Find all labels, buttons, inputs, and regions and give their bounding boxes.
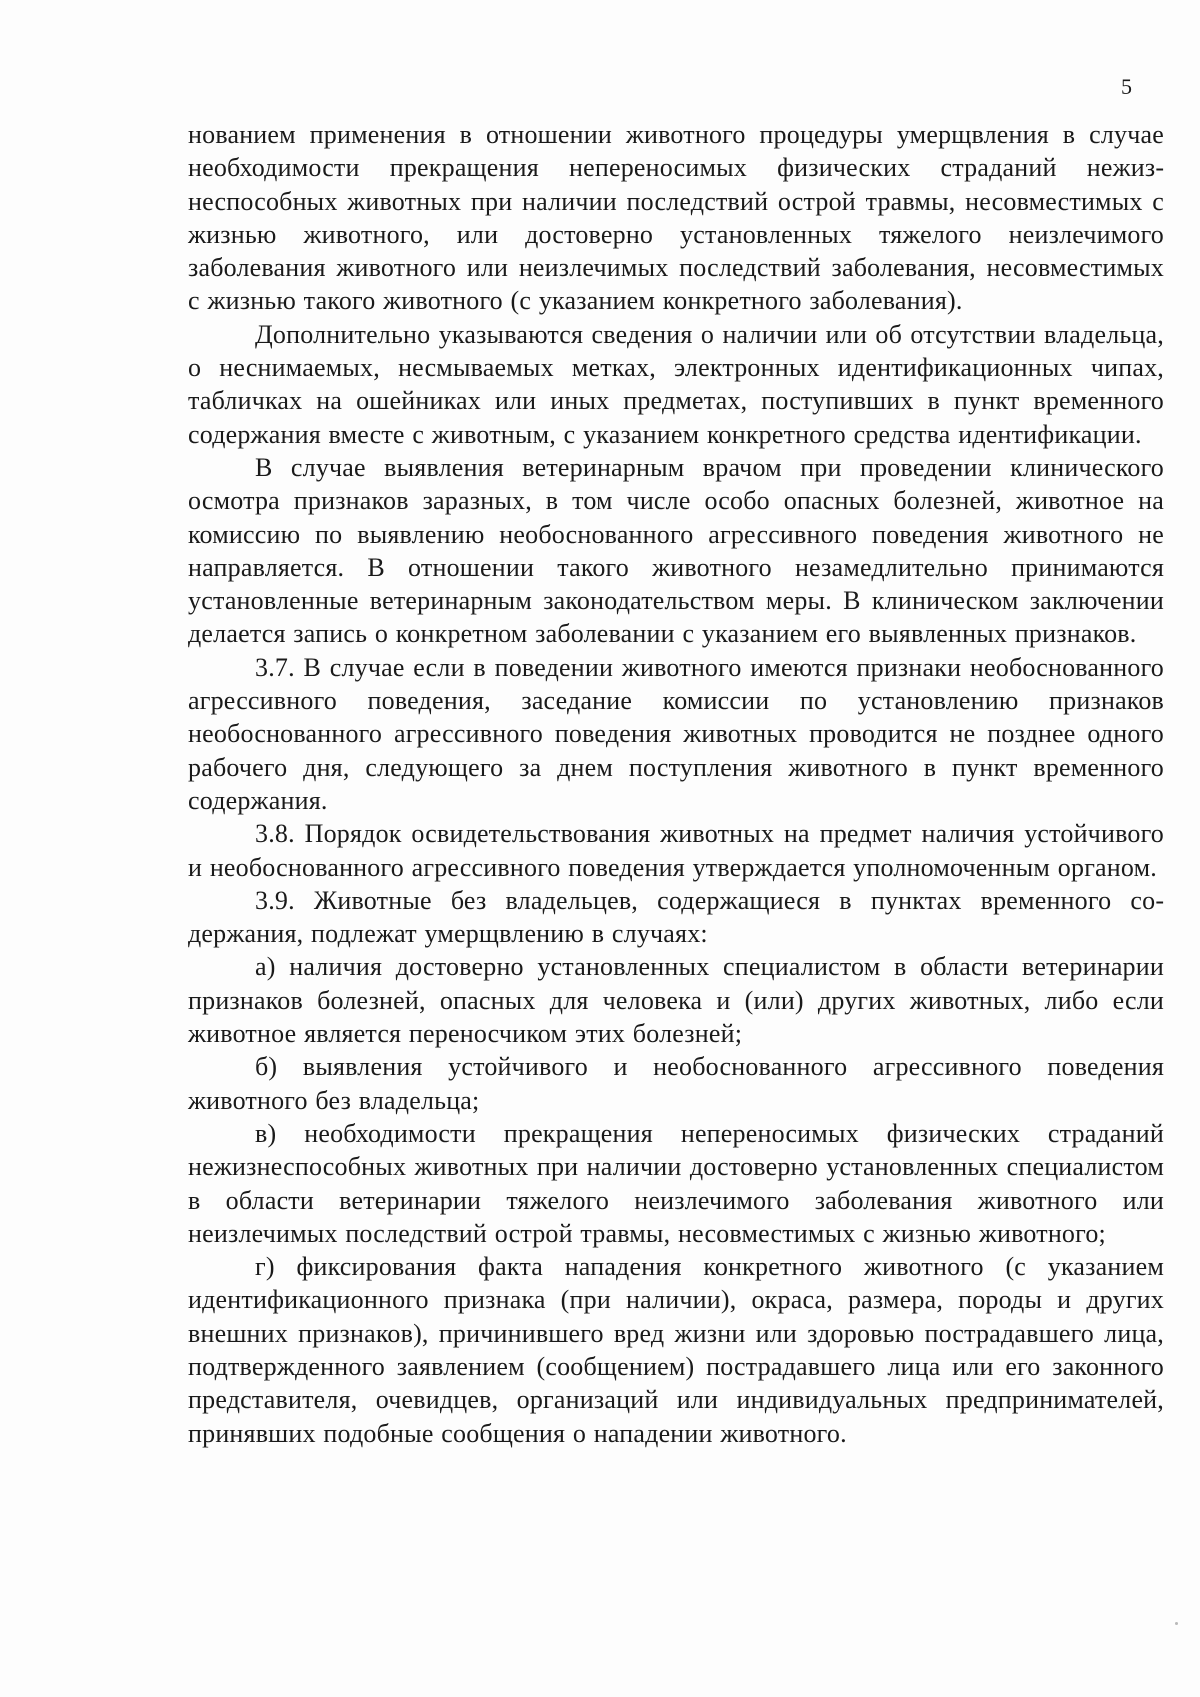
paragraph-clause-3-9: 3.9. Животные без владельцев, содержащиеся в пунктах временного содержания, подлежат умерщвлению в случаях: xyxy=(188,885,1164,949)
paragraph-owner-identification-info: Дополнительно указываются сведения о наличии или об отсутствии владельца, о неснимаемых, несмываемых метках, электронных идентификационных чипах, табличках на ошейниках или иных предметах, поступивших в пункт временного содержания вместе с животным, с указанием конкретного средства идентификации. xyxy=(188,319,1164,449)
paragraph-clause-3-9-a: а) наличия достоверно установленных специалистом в области ветеринарии признаков болезней, опасных для человека и (или) других животных, либо если животное является переносчиком этих болезней; xyxy=(188,952,1164,1049)
paragraph-clause-3-7: 3.7. В случае если в поведении животного имеются признаки необоснованного агрессивного поведения, заседание комиссии по установлению признаков необоснованного агрессивного поведения животных проводится не позднее одного рабочего дня, следующего за днем поступления животного в пункт временного содержания. xyxy=(188,652,1164,815)
paragraph-clause-3-9-g: г) фиксирования факта нападения конкретного животного (с указанием идентификационного признака (при наличии), окраса, размера, породы и других внешних признаков), причинившего вред жизни или здоровью пострадавшего лица, подтвержденного заявлением (сообщением) пострадавшего лица или его законного представителя, очевидцев, организаций или индивидуальных предпринимателей, принявших подобные сообщения о нападении животного. xyxy=(188,1252,1164,1448)
scan-speck-mark xyxy=(1175,1622,1178,1625)
paragraph-continuation-euthanasia-grounds: нованием применения в отношении животного процедуры умерщвления в случае необходимости прекращения непереносимых физических страданий нежизнеспособных животных при наличии последствий острой травмы, несовместимых с жизнью животного, или достоверно установленных тяжелого неизлечимого заболевания животного или неизлечимых последствий заболевания, несовместимых с жизнью такого животного (с указанием конкретного заболевания). xyxy=(188,120,1164,316)
document-body xyxy=(188,118,1164,1450)
paragraph-clause-3-8: 3.8. Порядок освидетельствования животных на предмет наличия устойчивого и необоснованного агрессивного поведения утверждается уполномоченным органом. xyxy=(188,819,1164,882)
paragraph-contagious-disease-case: В случае выявления ветеринарным врачом при проведении клинического осмотра признаков заразных, в том числе особо опасных болезней, животное на комиссию по выявлению необоснованного агрессивного поведения животного не направляется. В отношении такого животного незамедлительно принимаются установленные ветеринарным законодательством меры. В клиническом заключении делается запись о конкретном заболевании с указанием его выявленных признаков. xyxy=(188,452,1164,649)
paragraph-clause-3-9-b: б) выявления устойчивого и необоснованного агрессивного поведения животного без владельца; xyxy=(188,1052,1164,1115)
page-number: 5 xyxy=(1121,74,1132,99)
paragraph-clause-3-9-v: в) необходимости прекращения непереносимых физических страданий нежизнеспособных животных при наличии достоверно установленных специалистом в области ветеринарии тяжелого неизлечимого заболевания животного или неизлечимых последствий острой травмы, несовместимых с жизнью животного; xyxy=(188,1118,1164,1248)
